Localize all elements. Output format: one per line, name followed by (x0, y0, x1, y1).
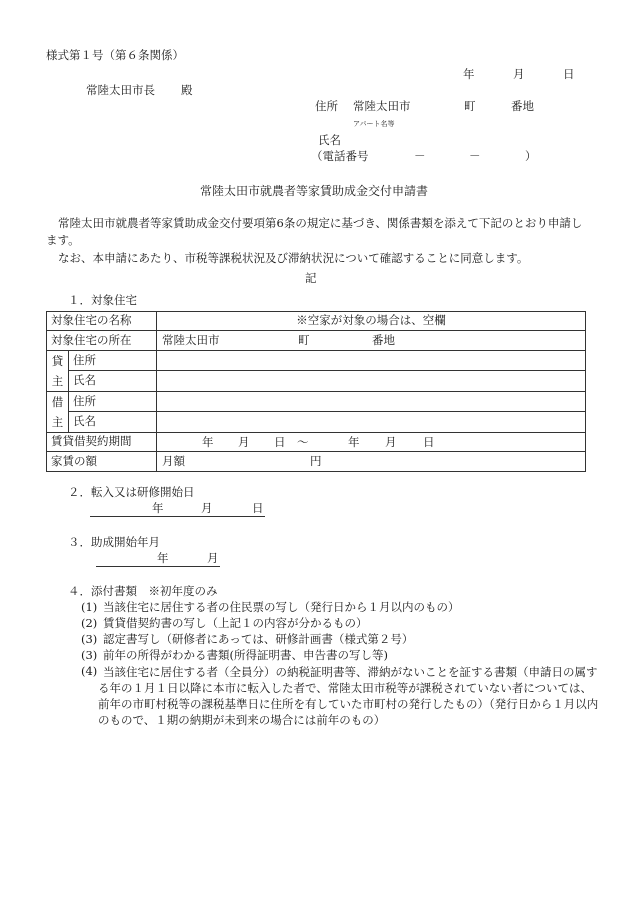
section2-month-label: 月 (201, 501, 213, 515)
table-row (47, 412, 586, 433)
contract-period-cell[interactable] (157, 432, 586, 451)
attachment-text-3: 認定書写し（研修者にあっては、研修計画書（様式第２号） (103, 632, 414, 646)
lender-label-cell (47, 350, 69, 391)
table-row (47, 432, 586, 451)
housing-name-cell[interactable] (157, 312, 586, 331)
location-town: 町 (298, 333, 310, 348)
attachment-text-4: 前年の所得がわかる書類(所得証明書、申告書の写し等) (103, 648, 388, 662)
section3-heading: ３．助成開始年月 (68, 535, 160, 549)
attachment-num-1: (1) (81, 600, 98, 614)
borrower-char-2: 主 (51, 414, 64, 429)
applicant-name-label: 氏名 (318, 133, 341, 147)
borrower-name-label: 氏名 (69, 412, 157, 433)
lender-char-1: 貸 (51, 353, 64, 368)
period-month-2: 月 (385, 434, 397, 449)
section3-year-label: 年 (157, 551, 169, 565)
rent-cell[interactable] (157, 452, 586, 471)
table-row (47, 331, 586, 350)
borrower-char-1: 借 (51, 394, 64, 409)
contract-period-label: 賃貸借契約期間 (47, 432, 157, 451)
attachment-text-1: 当該住宅に居住する者の住民票の写し（発行日から１月以内のもの） (103, 600, 460, 614)
section2-day-label: 日 (252, 501, 264, 515)
lender-name-cell[interactable] (157, 371, 586, 392)
lender-address-cell[interactable] (157, 350, 586, 371)
date-month-label: 月 (513, 67, 525, 81)
location-city: 常陸太田市 (162, 333, 220, 348)
section3-month-label: 月 (207, 551, 219, 565)
borrower-name-cell[interactable] (157, 412, 586, 433)
table-row (47, 350, 586, 371)
section4-heading: ４．添付書類 ※初年度のみ (68, 584, 218, 598)
section2-heading: ２．転入又は研修開始日 (68, 485, 195, 499)
applicant-address-city: 常陸太田市 (353, 99, 411, 113)
applicant-address-banchi: 番地 (511, 99, 534, 113)
housing-name-label: 対象住宅の名称 (47, 312, 157, 331)
borrower-address-label: 住所 (69, 391, 157, 412)
housing-table (46, 311, 586, 472)
addressee: 常陸太田市長 (86, 83, 155, 97)
period-year-2: 年 (348, 434, 360, 449)
location-banchi: 番地 (372, 333, 395, 348)
borrower-address-cell[interactable] (157, 391, 586, 412)
date-year-label: 年 (463, 67, 475, 81)
lender-char-2: 主 (51, 373, 64, 388)
attachment-num-2: (2) (81, 616, 98, 630)
date-day-label: 日 (563, 67, 575, 81)
housing-location-label: 対象住宅の所在 (47, 331, 157, 350)
table-row (47, 391, 586, 412)
intro-paragraph-1: 常陸太田市就農者等家賃助成金交付要項第6条の規定に基づき、関係書類を添えて下記のとおり申請します。 (46, 216, 583, 247)
section1-heading: １．対象住宅 (68, 293, 137, 307)
table-row (47, 312, 586, 331)
rent-monthly-label: 月額 (162, 454, 185, 469)
applicant-address-town: 町 (464, 99, 476, 113)
housing-name-note: ※空家が対象の場合は、空欄 (296, 313, 446, 328)
section2-year-label: 年 (152, 501, 164, 515)
phone-separator-1: － (414, 149, 426, 163)
intro-paragraph-2: なお、本申請にあたり、市税等課税状況及び滞納状況について確認することに同意します。 (58, 251, 529, 265)
ki-marker: 記 (305, 271, 317, 285)
rent-yen-label: 円 (310, 454, 322, 469)
form-number: 様式第１号（第６条関係） (46, 48, 184, 62)
housing-location-cell[interactable] (157, 331, 586, 350)
period-month-1: 月 (238, 434, 250, 449)
period-year-1: 年 (202, 434, 214, 449)
lender-address-label: 住所 (69, 350, 157, 371)
honorific: 殿 (181, 83, 193, 97)
apartment-label: アパート名等 (353, 120, 395, 128)
applicant-phone-label: （電話番号 (311, 149, 369, 163)
attachment-text-2: 賃貸借契約書の写し（上記１の内容が分かるもの） (103, 616, 368, 630)
lender-name-label: 氏名 (69, 371, 157, 392)
rent-label: 家賃の額 (47, 452, 157, 471)
attachment-text-5: 当該住宅に居住する者（全員分）の納税証明書等、滞納がないことを証する書類（申請日の属する年の１月１日以降に本市に転入した者で、常陸太田市税等が課税されていない者については、前年の市町村税等の課税基準日に住所を有していた市町村の発行したもの）（発行日から１月以内のもので、１期の納期が未到来の場合には前年のもの） (98, 665, 599, 727)
period-tilde: ～ (297, 434, 309, 449)
period-day-1: 日 (274, 434, 286, 449)
attachment-num-5: (4) (81, 664, 98, 678)
period-day-2: 日 (423, 434, 435, 449)
table-row (47, 371, 586, 392)
table-row (47, 452, 586, 471)
attachment-num-4: (3) (81, 648, 98, 662)
phone-close-paren: ） (525, 149, 537, 163)
phone-separator-2: － (469, 149, 481, 163)
document-title: 常陸太田市就農者等家賃助成金交付申請書 (200, 184, 429, 198)
applicant-address-label: 住所 (315, 99, 338, 113)
section2-date-field[interactable] (90, 503, 265, 517)
borrower-label-cell (47, 391, 69, 432)
attachment-num-3: (3) (81, 632, 98, 646)
